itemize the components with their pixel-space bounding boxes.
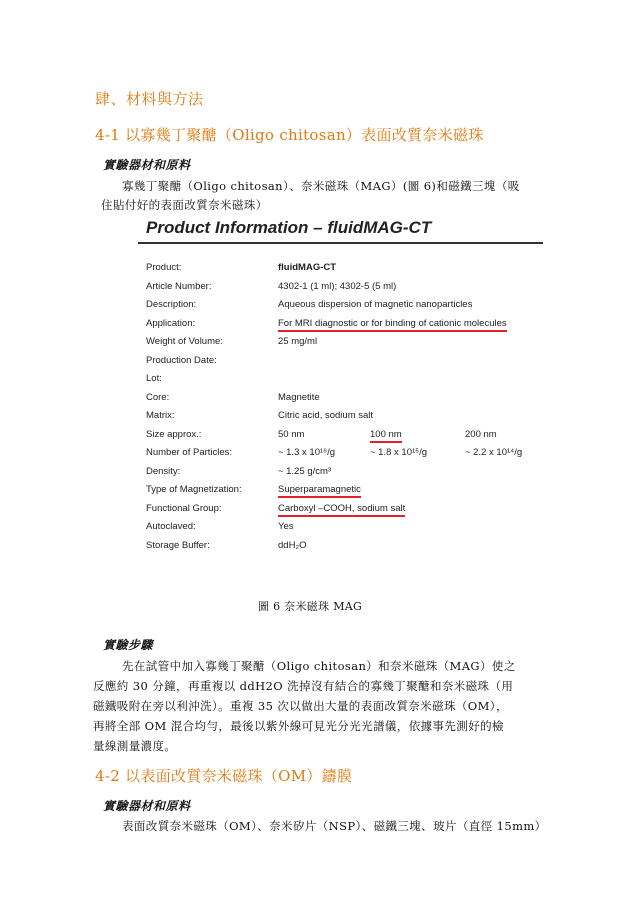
row-label: Description: — [146, 299, 197, 310]
figure-row-core — [138, 392, 548, 410]
row-value-highlighted: Carboxyl –COOH, sodium salt — [278, 503, 405, 517]
row-value-2-highlighted: 100 nm — [370, 429, 402, 443]
row-value-highlighted: Superparamagnetic — [278, 484, 361, 498]
figure-row-storage-buffer — [138, 540, 548, 558]
row-label: Functional Group: — [146, 502, 222, 514]
materials-2-text-line1: 表面改質奈米磁珠（OM）、奈米矽片（NSP）、磁鐵三塊、玻片（直徑 15mm） — [122, 819, 547, 833]
row-value: ~ 1.25 g/cm³ — [278, 465, 332, 477]
row-label: Number of Particles: — [146, 447, 233, 458]
figure-row-application — [138, 318, 548, 336]
row-value-2: ~ 1.8 x 10¹⁵/g — [370, 447, 428, 458]
row-label: Application: — [146, 317, 196, 329]
product-information-figure — [138, 212, 548, 577]
figure-row-type-of-magnetization — [138, 484, 548, 502]
figure-row-production-date — [138, 355, 548, 373]
row-value-3: ~ 2.2 x 10¹⁴/g — [465, 447, 523, 458]
procedure-label: 實驗步驟 — [103, 638, 154, 652]
row-label: Storage Buffer: — [146, 539, 210, 551]
section-title: 肆、材料與方法 — [95, 90, 204, 108]
row-value-highlighted: For MRI diagnostic or for binding of cationic molecules — [278, 318, 507, 332]
row-label: Size approx.: — [146, 428, 202, 440]
materials-text-line1: 寡幾丁聚醣（Oligo chitosan）、奈米磁珠（MAG）(圖 6)和磁鐵三塊（吸 — [122, 179, 520, 193]
row-value: Yes — [278, 521, 294, 532]
row-value-3: 200 nm — [465, 428, 497, 440]
figure-row-density — [138, 466, 548, 484]
row-label: Density: — [146, 465, 181, 477]
materials-label-2: 實驗器材和原料 — [103, 799, 191, 813]
row-value: Citric acid, sodium salt — [278, 410, 374, 421]
section-4-2-heading: 4-2 以表面改質奈米磁珠（OM）鑄膜 — [95, 767, 353, 785]
procedure-line-5: 量線測量濃度。 — [93, 739, 177, 753]
row-label: Matrix: — [146, 410, 175, 421]
procedure-line-1: 先在試管中加入寡幾丁聚醣（Oligo chitosan）和奈米磁珠（MAG）使之 — [122, 659, 516, 673]
section-4-1-heading: 4-1 以寡幾丁聚醣（Oligo chitosan）表面改質奈米磁珠 — [95, 126, 484, 144]
figure-caption: 圖 6 奈米磁珠 MAG — [258, 600, 363, 613]
figure-row-matrix — [138, 410, 548, 428]
row-value: Magnetite — [278, 391, 320, 403]
row-value: 25 mg/ml — [278, 336, 318, 347]
procedure-line-3: 磁鐵吸附在旁以利沖洗）。重複 35 次以做出大量的表面改質奈米磁珠（OM）， — [93, 699, 508, 713]
row-label: Lot: — [146, 373, 162, 384]
figure-row-autoclaved — [138, 521, 548, 539]
materials-label-1: 實驗器材和原料 — [103, 158, 191, 172]
row-label: Autoclaved: — [146, 521, 196, 532]
row-value: ddH₂O — [278, 539, 307, 551]
row-value-1: 50 nm — [278, 428, 305, 440]
procedure-line-4: 再將全部 OM 混合均勻，最後以紫外線可見光分光光譜儀，依據事先測好的檢 — [93, 719, 504, 733]
row-label: Core: — [146, 391, 170, 403]
materials-text-line2: 住貼付好的表面改質奈米磁珠） — [101, 198, 268, 212]
figure-row-functional-group — [138, 503, 548, 521]
row-value: Aqueous dispersion of magnetic nanoparticles — [278, 299, 473, 310]
procedure-line-2: 反應約 30 分鐘，再重複以 ddH2O 洗掉沒有結合的寡幾丁聚醣和奈米磁珠（用 — [93, 679, 514, 693]
figure-row-product — [138, 262, 548, 280]
row-label: Weight of Volume: — [146, 336, 223, 347]
figure-row-weight-of-volume — [138, 336, 548, 354]
row-label: Product: — [146, 262, 182, 273]
figure-row-size — [138, 429, 548, 447]
row-value-1: ~ 1.3 x 10¹⁶/g — [278, 447, 335, 458]
row-label: Article Number: — [146, 280, 212, 292]
figure-title-rule — [138, 242, 543, 244]
figure-row-lot — [138, 373, 548, 391]
row-value: 4302-1 (1 ml); 4302-5 (5 ml) — [278, 280, 397, 292]
figure-row-number-of-particles — [138, 447, 548, 465]
row-label: Production Date: — [146, 354, 217, 366]
figure-row-article-number — [138, 281, 548, 299]
figure-title: Product Information – fluidMAG-CT — [146, 218, 432, 237]
row-label: Type of Magnetization: — [146, 484, 242, 495]
figure-row-description — [138, 299, 548, 317]
row-value: fluidMAG-CT — [278, 262, 337, 273]
